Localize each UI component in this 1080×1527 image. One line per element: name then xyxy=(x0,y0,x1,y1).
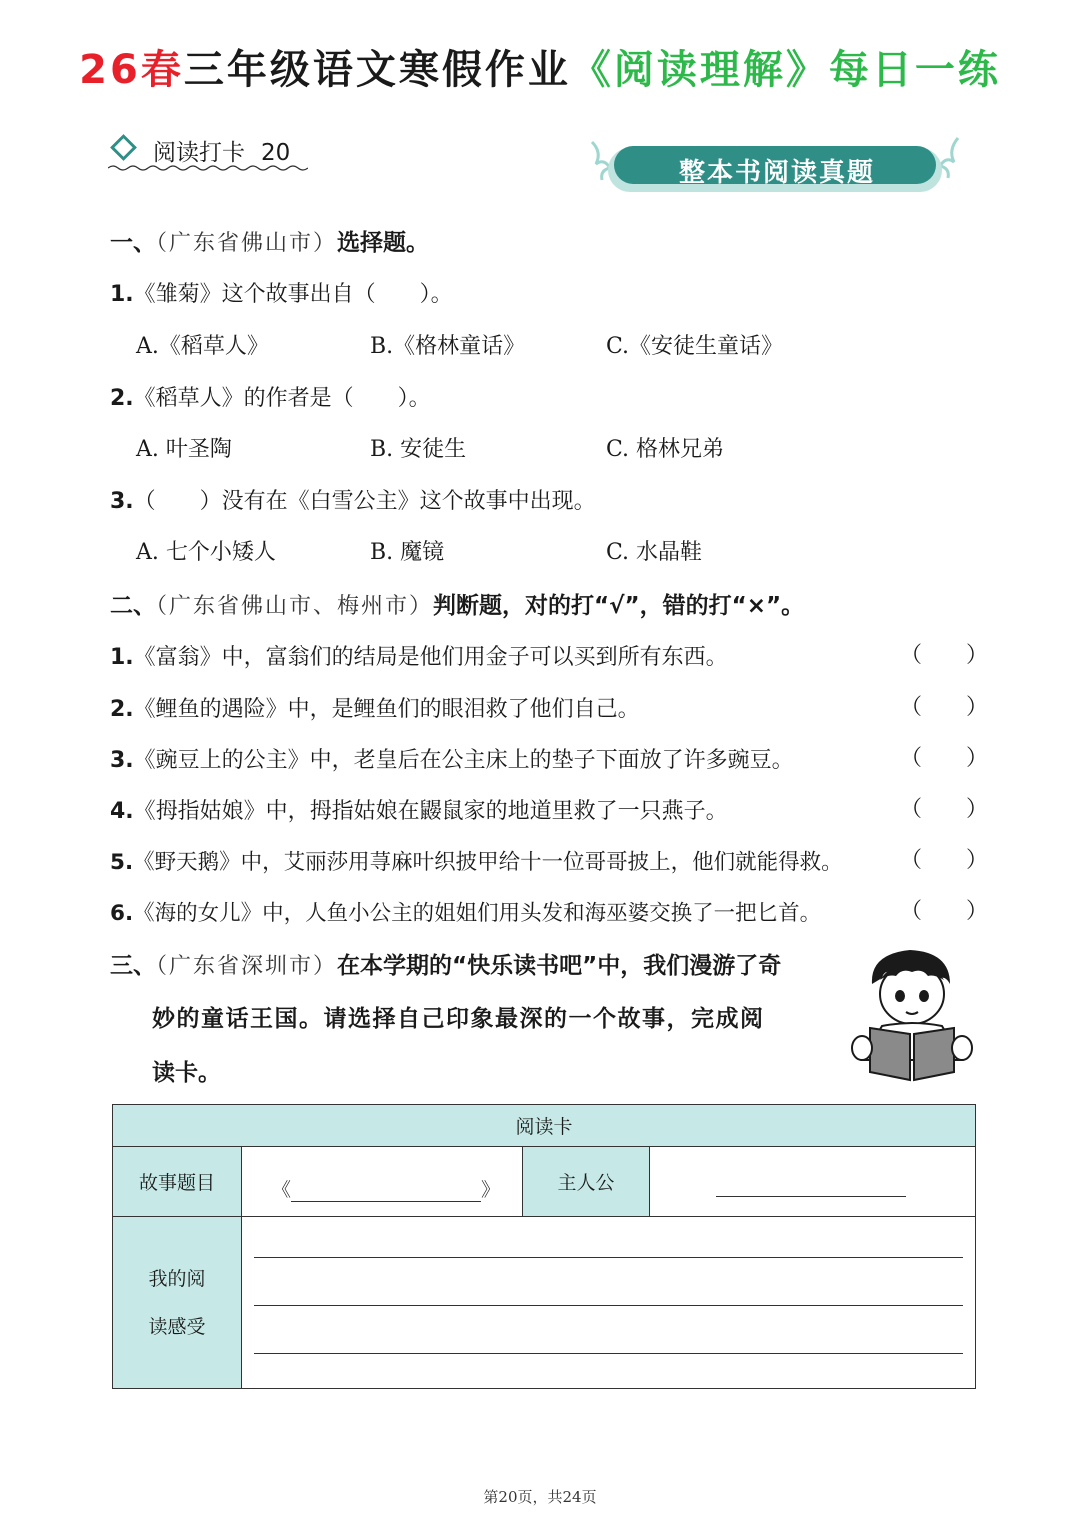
item-number: 1. xyxy=(110,645,134,670)
section2-number: 二、 xyxy=(110,593,156,619)
option-a: A. 七个小矮人 xyxy=(136,540,276,565)
checkin-label: 阅读打卡 xyxy=(153,140,245,166)
option-c: C. 水晶鞋 xyxy=(606,540,703,565)
title-subject: 三年级语文寒假作业 xyxy=(183,47,571,93)
item-text: 《豌豆上的公主》中，老皇后在公主床上的垫子下面放了许多豌豆。 xyxy=(133,748,794,773)
story-title-field[interactable] xyxy=(242,1147,523,1217)
option-c: C. 格林兄弟 xyxy=(606,437,725,462)
question-number: 2. xyxy=(110,386,134,411)
boy-reading-illustration xyxy=(842,944,982,1084)
reading-card xyxy=(112,1104,976,1389)
story-title-label: 故事题目 xyxy=(113,1147,242,1217)
story-title-blank[interactable] xyxy=(291,1179,481,1202)
protagonist-label: 主人公 xyxy=(523,1147,650,1217)
section3-number: 三、 xyxy=(110,953,156,979)
question-text: 《雏菊》这个故事出自（ ）。 xyxy=(133,282,453,307)
question-3 xyxy=(110,484,596,515)
open-bracket: 《 xyxy=(272,1179,292,1201)
item-number: 5. xyxy=(110,850,134,875)
judgement-item xyxy=(110,692,640,723)
question-number: 1. xyxy=(110,282,134,307)
wavy-underline xyxy=(108,164,308,172)
checkin-number: 20 xyxy=(261,140,291,166)
item-text: 《野天鹅》中，艾丽莎用荨麻叶织披甲给十一位哥哥披上，他们就能得救。 xyxy=(133,850,843,875)
answer-paren[interactable]: （ ） xyxy=(900,797,989,822)
section1-source: （广东省佛山市） xyxy=(156,231,338,256)
judgement-item xyxy=(110,845,843,876)
section1-number: 一、 xyxy=(110,230,156,256)
judgement-item xyxy=(110,896,821,927)
feeling-label xyxy=(113,1217,242,1389)
section3-line1: 在本学期的“快乐读书吧”中，我们漫游了奇 xyxy=(337,953,782,979)
item-text: 《富翁》中，富翁们的结局是他们用金子可以买到所有东西。 xyxy=(133,645,728,670)
item-text: 《拇指姑娘》中，拇指姑娘在鼹鼠家的地道里救了一只燕子。 xyxy=(133,799,728,824)
reading-checkin xyxy=(108,134,290,167)
page-title xyxy=(0,38,1080,95)
item-number: 2. xyxy=(110,697,134,722)
item-number: 6. xyxy=(110,901,134,926)
item-text: 《海的女儿》中，人鱼小公主的姐姐们用头发和海巫婆交换了一把匕首。 xyxy=(133,901,822,926)
protagonist-blank[interactable] xyxy=(716,1195,906,1197)
question-1 xyxy=(110,277,453,308)
option-a: A.《稻草人》 xyxy=(136,334,269,359)
diamond-icon xyxy=(110,134,137,161)
title-series: 《阅读理解》每日一练 xyxy=(570,47,1001,93)
section2-instruction: 判断题，对的打“√”，错的打“×”。 xyxy=(433,593,805,619)
judgement-item xyxy=(110,640,728,671)
writing-line[interactable] xyxy=(254,1352,963,1354)
option-a: A. 叶圣陶 xyxy=(136,437,232,462)
judgement-item xyxy=(110,743,794,774)
section3-line2: 妙的童话王国。请选择自己印象最深的一个故事，完成阅 xyxy=(152,1006,765,1032)
feeling-label-line1: 我的阅 xyxy=(148,1267,206,1290)
option-c: C.《安徒生童话》 xyxy=(606,334,784,359)
answer-paren[interactable]: （ ） xyxy=(900,848,989,873)
option-b: B. 安徒生 xyxy=(370,437,467,462)
question-number: 3. xyxy=(110,489,134,514)
writing-line[interactable] xyxy=(254,1256,963,1258)
judgement-item xyxy=(110,794,728,825)
section2-source: （广东省佛山市、梅州市） xyxy=(156,594,434,619)
writing-line[interactable] xyxy=(254,1304,963,1306)
option-b: B.《格林童话》 xyxy=(370,334,526,359)
question-text: 《稻草人》的作者是（ ）。 xyxy=(133,386,431,411)
item-number: 4. xyxy=(110,799,134,824)
answer-paren[interactable]: （ ） xyxy=(900,899,989,924)
protagonist-field[interactable] xyxy=(650,1147,976,1217)
close-bracket: 》 xyxy=(481,1179,501,1201)
feeling-field[interactable] xyxy=(242,1217,976,1389)
option-b: B. 魔镜 xyxy=(370,540,445,565)
section3-line3: 读卡。 xyxy=(152,1060,221,1086)
answer-paren[interactable]: （ ） xyxy=(900,746,989,771)
reading-card-title: 阅读卡 xyxy=(113,1105,976,1147)
item-number: 3. xyxy=(110,748,134,773)
title-grade-season: 26春 xyxy=(79,47,184,93)
section3-heading xyxy=(110,947,781,980)
answer-paren[interactable]: （ ） xyxy=(900,643,989,668)
question-text: （ ）没有在《白雪公主》这个故事中出现。 xyxy=(133,489,596,514)
section1-instruction: 选择题。 xyxy=(337,230,430,256)
page-number: 第20页，共24页 xyxy=(483,1488,597,1506)
section1-heading xyxy=(110,224,429,257)
section2-heading xyxy=(110,587,804,620)
badge-label: 整本书阅读真题 xyxy=(678,158,875,188)
question-2 xyxy=(110,381,431,412)
answer-paren[interactable]: （ ） xyxy=(900,695,989,720)
section3-source: （广东省深圳市） xyxy=(156,954,338,979)
item-text: 《鲤鱼的遇险》中，是鲤鱼们的眼泪救了他们自己。 xyxy=(133,697,640,722)
feeling-label-line2: 读感受 xyxy=(148,1315,206,1338)
